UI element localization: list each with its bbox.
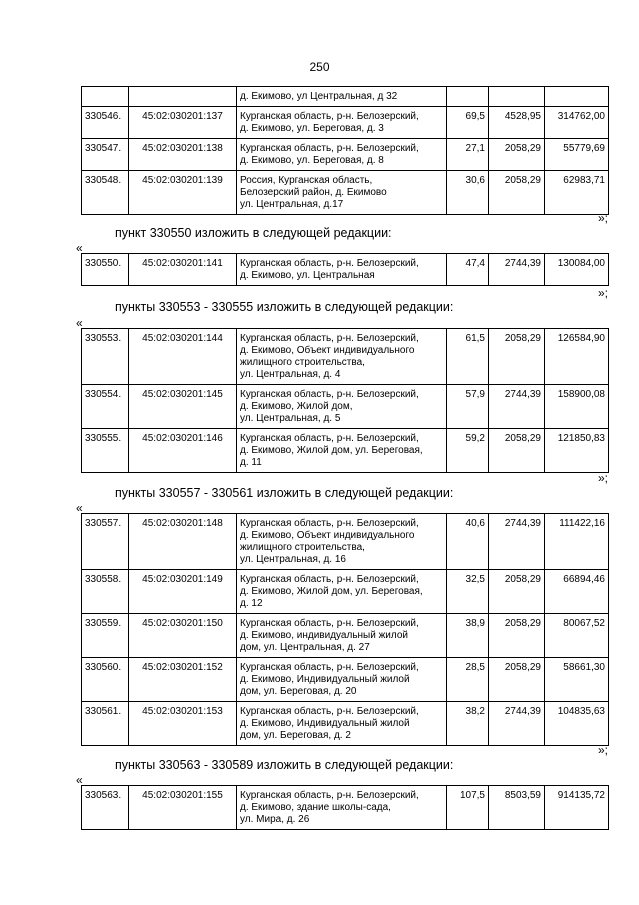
table-row (82, 139, 609, 171)
cost-cell: 80067,52 (545, 614, 609, 658)
table-row (82, 786, 609, 830)
cost-cell: 121850,83 (545, 429, 609, 473)
table-row (82, 514, 609, 570)
cost-cell: 58661,30 (545, 658, 609, 702)
address-cell: Курганская область, р-н. Белозерский, д. Екимово, Объект индивидуального жилищного строительства, ул. Центральная, д. 4 (237, 329, 447, 385)
closing-quote: »; (597, 211, 608, 225)
table-row (82, 429, 609, 473)
price-cell: 2058,29 (489, 429, 545, 473)
table-row (82, 658, 609, 702)
cadastral-number-cell (129, 87, 237, 107)
address-cell: Курганская область, р-н. Белозерский, д. Екимово, индивидуальный жилой дом, ул. Центральная, д. 27 (237, 614, 447, 658)
register-table (81, 785, 609, 830)
register-number-cell: 330557. (82, 514, 129, 570)
area-cell: 61,5 (447, 329, 489, 385)
cost-cell: 126584,90 (545, 329, 609, 385)
table-row (82, 702, 609, 746)
address-cell: Курганская область, р-н. Белозерский, д. Екимово, Жилой дом, ул. Береговая, д. 11 (237, 429, 447, 473)
register-number-cell: 330555. (82, 429, 129, 473)
cadastral-number-cell: 45:02:030201:149 (129, 570, 237, 614)
cost-cell (545, 87, 609, 107)
price-cell: 2058,29 (489, 570, 545, 614)
instruction-text: пункты 330563 - 330589 изложить в следующей редакции: (115, 758, 454, 772)
area-cell (447, 87, 489, 107)
cost-cell: 314762,00 (545, 107, 609, 139)
cost-cell: 104835,63 (545, 702, 609, 746)
price-cell: 8503,59 (489, 786, 545, 830)
price-cell: 2058,29 (489, 658, 545, 702)
address-cell: Курганская область, р-н. Белозерский, д. Екимово, Жилой дом, ул. Береговая, д. 12 (237, 570, 447, 614)
register-number-cell: 330548. (82, 171, 129, 215)
cost-cell: 914135,72 (545, 786, 609, 830)
price-cell: 4528,95 (489, 107, 545, 139)
closing-quote: »; (597, 471, 608, 485)
cost-cell: 62983,71 (545, 171, 609, 215)
address-cell: Курганская область, р-н. Белозерский, д. Екимово, ул. Центральная (237, 254, 447, 286)
price-cell: 2744,39 (489, 702, 545, 746)
address-cell: Курганская область, р-н. Белозерский, д. Екимово, ул. Береговая, д. 3 (237, 107, 447, 139)
area-cell: 107,5 (447, 786, 489, 830)
cadastral-number-cell: 45:02:030201:138 (129, 139, 237, 171)
cadastral-number-cell: 45:02:030201:139 (129, 171, 237, 215)
area-cell: 40,6 (447, 514, 489, 570)
opening-quote: « (76, 316, 83, 330)
address-cell: Курганская область, р-н. Белозерский, д. Екимово, ул. Береговая, д. 8 (237, 139, 447, 171)
register-table (81, 86, 609, 215)
table-row (82, 254, 609, 286)
cadastral-number-cell: 45:02:030201:137 (129, 107, 237, 139)
address-cell: Россия, Курганская область, Белозерский район, д. Екимово ул. Центральная, д.17 (237, 171, 447, 215)
price-cell: 2058,29 (489, 171, 545, 215)
register-table (81, 328, 609, 473)
area-cell: 32,5 (447, 570, 489, 614)
address-cell: Курганская область, р-н. Белозерский, д. Екимово, Индивидуальный жилой дом, ул. Береговая, д. 20 (237, 658, 447, 702)
cadastral-number-cell: 45:02:030201:152 (129, 658, 237, 702)
cost-cell: 130084,00 (545, 254, 609, 286)
cadastral-number-cell: 45:02:030201:145 (129, 385, 237, 429)
table-row (82, 329, 609, 385)
instruction-text: пункты 330557 - 330561 изложить в следующей редакции: (115, 486, 454, 500)
closing-quote: »; (597, 743, 608, 757)
register-number-cell: 330563. (82, 786, 129, 830)
opening-quote: « (76, 773, 83, 787)
instruction-text: пункты 330553 - 330555 изложить в следующей редакции: (115, 300, 454, 314)
price-cell: 2058,29 (489, 329, 545, 385)
register-number-cell: 330554. (82, 385, 129, 429)
cadastral-number-cell: 45:02:030201:141 (129, 254, 237, 286)
opening-quote: « (76, 501, 83, 515)
instruction-text: пункт 330550 изложить в следующей редакции: (115, 226, 392, 240)
price-cell: 2744,39 (489, 385, 545, 429)
address-cell: Курганская область, р-н. Белозерский, д. Екимово, Жилой дом, ул. Центральная, д. 5 (237, 385, 447, 429)
register-number-cell: 330553. (82, 329, 129, 385)
register-number-cell: 330546. (82, 107, 129, 139)
area-cell: 38,2 (447, 702, 489, 746)
price-cell (489, 87, 545, 107)
cadastral-number-cell: 45:02:030201:155 (129, 786, 237, 830)
table-row (82, 385, 609, 429)
cost-cell: 111422,16 (545, 514, 609, 570)
address-cell: д. Екимово, ул Центральная, д 32 (237, 87, 447, 107)
cadastral-number-cell: 45:02:030201:150 (129, 614, 237, 658)
register-number-cell: 330550. (82, 254, 129, 286)
table-row (82, 171, 609, 215)
register-table (81, 253, 609, 286)
opening-quote: « (76, 241, 83, 255)
closing-quote: »; (597, 286, 608, 300)
cost-cell: 66894,46 (545, 570, 609, 614)
table-row (82, 107, 609, 139)
price-cell: 2058,29 (489, 614, 545, 658)
table-row (82, 87, 609, 107)
address-cell: Курганская область, р-н. Белозерский, д. Екимово, Объект индивидуального жилищного строительства, ул. Центральная, д. 16 (237, 514, 447, 570)
register-number-cell: 330561. (82, 702, 129, 746)
cadastral-number-cell: 45:02:030201:146 (129, 429, 237, 473)
cost-cell: 158900,08 (545, 385, 609, 429)
area-cell: 28,5 (447, 658, 489, 702)
register-number-cell: 330559. (82, 614, 129, 658)
area-cell: 38,9 (447, 614, 489, 658)
register-number-cell: 330560. (82, 658, 129, 702)
price-cell: 2058,29 (489, 139, 545, 171)
address-cell: Курганская область, р-н. Белозерский, д. Екимово, Индивидуальный жилой дом, ул. Береговая, д. 2 (237, 702, 447, 746)
table-row (82, 570, 609, 614)
cadastral-number-cell: 45:02:030201:148 (129, 514, 237, 570)
table-row (82, 614, 609, 658)
price-cell: 2744,39 (489, 514, 545, 570)
register-table (81, 513, 609, 746)
cost-cell: 55779,69 (545, 139, 609, 171)
register-number-cell (82, 87, 129, 107)
area-cell: 47,4 (447, 254, 489, 286)
price-cell: 2744,39 (489, 254, 545, 286)
address-cell: Курганская область, р-н. Белозерский, д. Екимово, здание школы-сада, ул. Мира, д. 26 (237, 786, 447, 830)
area-cell: 57,9 (447, 385, 489, 429)
area-cell: 27,1 (447, 139, 489, 171)
register-number-cell: 330558. (82, 570, 129, 614)
cadastral-number-cell: 45:02:030201:153 (129, 702, 237, 746)
cadastral-number-cell: 45:02:030201:144 (129, 329, 237, 385)
area-cell: 30,6 (447, 171, 489, 215)
register-number-cell: 330547. (82, 139, 129, 171)
area-cell: 69,5 (447, 107, 489, 139)
page-number: 250 (309, 60, 330, 74)
area-cell: 59,2 (447, 429, 489, 473)
